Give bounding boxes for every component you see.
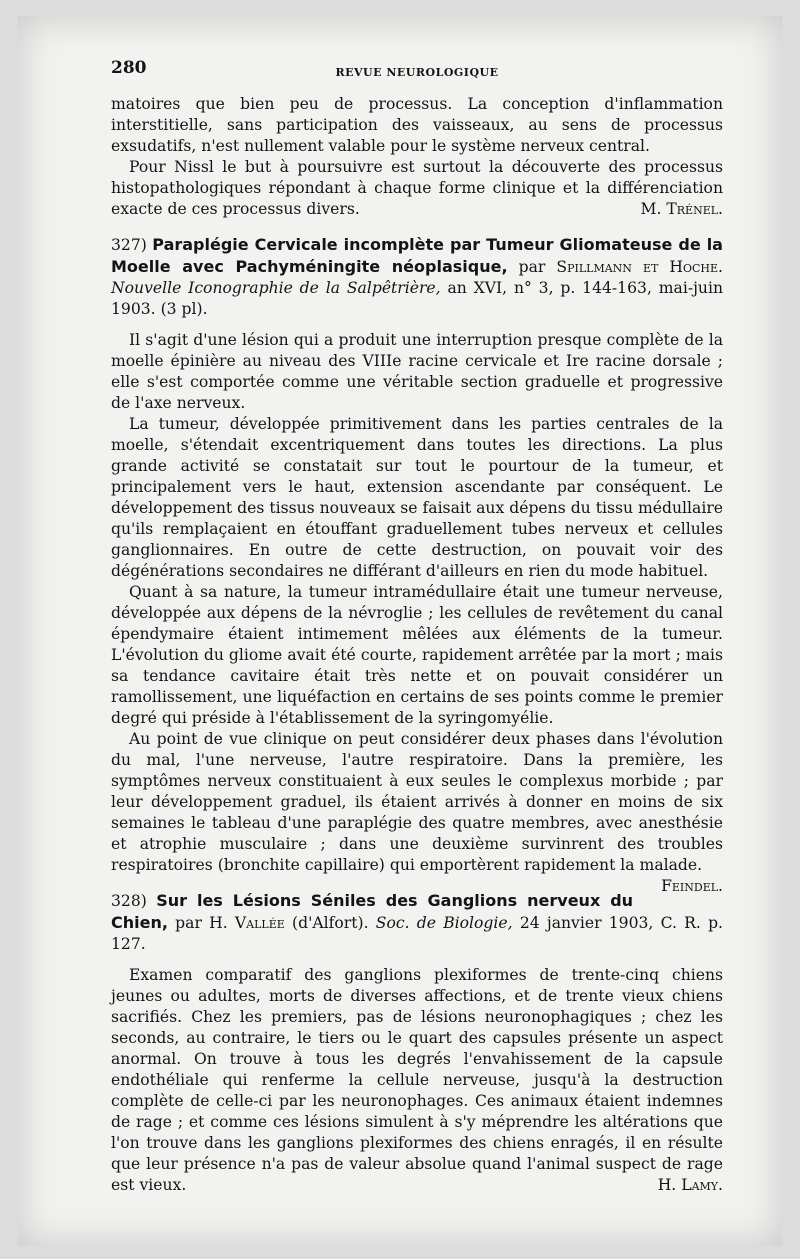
page-content (111, 58, 723, 1196)
entry-328-title: Sur les Lésions Séniles des Ganglions nerveux du Chien, (111, 891, 634, 932)
entry-327-by: par (518, 258, 546, 276)
entry-328-affiliation: (d'Alfort). (292, 914, 369, 932)
scanned-page (18, 16, 782, 1246)
running-title: REVUE NEUROLOGIQUE (335, 66, 499, 79)
intro-paragraph-2: Pour Nissl le but à poursuivre est surtout la découverte des processus histopathologiques répondant à chaque forme clinique et la différenciation exacte de ces processus divers. M. Trénel. (111, 158, 723, 218)
entry-328-heading (111, 890, 723, 955)
entry-327-number: 327) (111, 236, 147, 254)
entry-328-number: 328) (111, 892, 147, 910)
signature-trenel: M. Trénel. (640, 200, 723, 218)
entry-327-paragraph: La tumeur, développée primitivement dans les parties centrales de la moelle, s'étendait excentriquement dans toutes les directions. La plus grande activité se constatait sur tout le pourtour de la tumeur, et principalement vers le haut, extension ascendante par conséquent. Le développement des tissus nouveaux se faisait aux dépens du tissu médullaire qu'ils remplaçaient en étouffant graduellement tubes nerveux et cellules ganglionnaires. En outre de cette destruction, on pouvait voir des dégénérations secondaires ne différant d'ailleurs en rien du mode habituel. (111, 415, 723, 580)
entry-327-paragraph: Quant à sa nature, la tumeur intramédullaire était une tumeur nerveuse, développée aux dépens de la névroglie ; les cellules de revêtement du canal épendymaire étaient intimement mêlées aux éléments de la tumeur. L'évolution du gliome avait été courte, rapidement arrêtée par la mort ; mais sa tendance cavitaire était très nette et on pouvait considérer un ramollissement, une liquéfaction en certains de ses points comme le premier degré qui préside à l'établissement de la syringomyélie. (111, 583, 723, 727)
signature-lamy: H. Lamy. (657, 1176, 723, 1194)
entry-328 (111, 890, 723, 1196)
entry-327 (111, 234, 723, 895)
entry-328-journal: Soc. de Biologie, (375, 914, 513, 932)
page-header (111, 58, 723, 94)
entry-327-title: Paraplégie Cervicale incomplète par Tumeur Gliomateuse de la Moelle avec Pachyméningite néoplasique, (111, 235, 723, 276)
entry-327-journal: Nouvelle Iconographie de la Salpêtrière, (111, 279, 441, 297)
entry-328-paragraph: Examen comparatif des ganglions plexiformes de trente-cinq chiens jeunes ou adultes, morts de diverses affections, et de trente vieux chiens sacrifiés. Chez les premiers, pas de lésions neuronophagiques ; chez les seconds, au contraire, le tiers ou le quart des capsules présente un aspect anormal. On trouve à tous les degrés l'envahissement de la capsule endothéliale qui renferme la cellule nerveuse, jusqu'à la destruction complète de celle-ci par les neuronophages. Ces animaux étaient indemnes de rage ; et comme ces lésions simulent à s'y méprendre les altérations que l'on trouve dans les ganglions plexiformes des chiens enragés, il en résulte que leur présence n'a pas de valeur absolue quand l'animal suspect de rage est vieux. H. Lamy. (111, 966, 723, 1194)
entry-327-paragraph: Au point de vue clinique on peut considérer deux phases dans l'évolution du mal, l'une nerveuse, l'autre respiratoire. Dans la première, les symptômes nerveux constituaient à eux seules le complexus morbide ; par leur développement graduel, ils étaient arrivés à donner en moins de six semaines le tableau d'une paraplégie des quatre membres, avec anesthésie et atrophie musculaire ; dans une deuxième survinrent des troubles respiratoires (bronchite capillaire) qui emportèrent rapidement la malade. Feindel. (111, 730, 723, 895)
intro-paragraph-1: matoires que bien peu de processus. La conception d'inflammation interstitielle, sans participation des vaisseaux, au sens de processus exsudatifs, n'est nullement valable pour le système nerveux central. (111, 95, 723, 155)
entry-328-body (111, 965, 723, 1196)
entry-327-body (111, 330, 723, 895)
entry-328-by: par (175, 914, 202, 932)
entry-327-heading (111, 234, 723, 320)
signature-feindel: Feindel. (661, 877, 723, 895)
entry-328-authors: H. Vallée (209, 914, 285, 932)
entry-327-authors: Spillmann et Hoche. (556, 258, 723, 276)
entry-327-reference: an XVI, n° 3, p. 144-163, mai-juin 1903. (3 pl). (111, 279, 723, 318)
intro-section (111, 94, 723, 220)
page-number: 280 (111, 58, 147, 78)
entry-328-reference: 24 janvier 1903, C. R. p. 127. (111, 914, 724, 953)
entry-327-paragraph: Il s'agit d'une lésion qui a produit une interruption presque complète de la moelle épinière au niveau des VIIIe racine cervicale et Ire racine dorsale ; elle s'est comportée comme une véritable section graduelle et progressive de l'axe nerveux. (111, 331, 723, 412)
